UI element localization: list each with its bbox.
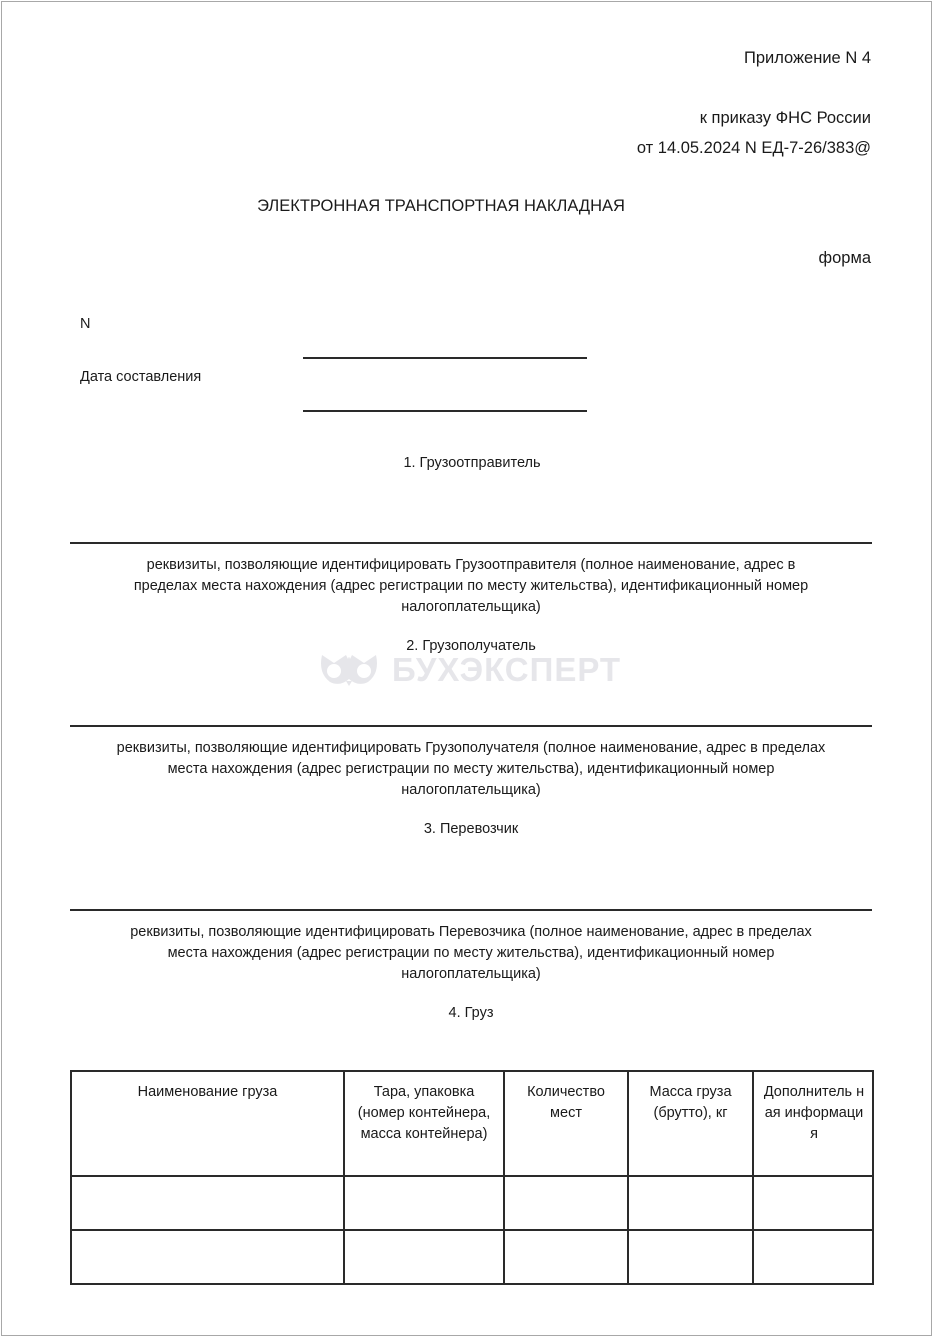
shipper-field-line[interactable]: [70, 542, 872, 544]
section-heading-shipper: [70, 455, 872, 471]
order-reference-line1: к приказу ФНС России: [699, 109, 871, 127]
table-cell[interactable]: [753, 1176, 873, 1230]
caption-line: налогоплательщика): [401, 599, 541, 615]
shipper-caption: [70, 555, 872, 618]
column-header-text: Количество мест: [527, 1084, 605, 1121]
caption-line: места нахождения (адрес регистрации по месту жительства), идентификационный номер: [167, 945, 775, 961]
watermark: [318, 650, 621, 690]
table-header-row: [71, 1071, 873, 1176]
date-label: Дата составления: [80, 369, 202, 385]
section-heading-text: 2. Грузополучатель: [406, 638, 536, 654]
table-row: [71, 1176, 873, 1230]
carrier-caption: [70, 922, 872, 985]
table-cell[interactable]: [344, 1230, 504, 1284]
table-cell[interactable]: [628, 1230, 753, 1284]
table-cell[interactable]: [344, 1176, 504, 1230]
caption-line: места нахождения (адрес регистрации по месту жительства), идентификационный номер: [167, 761, 775, 777]
document-title: [70, 197, 872, 216]
column-header-text: Масса груза (брутто), кг: [649, 1084, 732, 1121]
consignee-field-line[interactable]: [70, 725, 872, 727]
carrier-field-line[interactable]: [70, 909, 872, 911]
caption-line: реквизиты, позволяющие идентифицировать Грузоотправителя (полное наименование, адрес в: [146, 557, 796, 573]
column-header-text: Дополнитель ная информация: [763, 1084, 865, 1142]
table-cell[interactable]: [504, 1176, 628, 1230]
table-cell[interactable]: [628, 1176, 753, 1230]
document-title-text: ЭЛЕКТРОННАЯ ТРАНСПОРТНАЯ НАКЛАДНАЯ: [257, 197, 625, 215]
caption-line: пределах места нахождения (адрес регистрации по месту жительства), идентификационный номер: [133, 578, 809, 594]
column-header-text: Наименование груза: [137, 1084, 278, 1100]
cargo-table: [70, 1070, 874, 1285]
caption-line: налогоплательщика): [401, 966, 541, 982]
order-reference-line2: от 14.05.2024 N ЕД-7-26/383@: [636, 139, 871, 157]
caption-line: налогоплательщика): [401, 782, 541, 798]
column-header-gross-weight: [628, 1071, 753, 1176]
caption-line: реквизиты, позволяющие идентифицировать Грузополучателя (полное наименование, адрес в пределах: [116, 740, 826, 756]
section-heading-text: 4. Груз: [448, 1005, 494, 1021]
column-header-packaging: [344, 1071, 504, 1176]
column-header-places-count: [504, 1071, 628, 1176]
column-header-text: Тара, упаковка (номер контейнера, масса контейнера): [357, 1084, 491, 1142]
owl-logo-icon: [318, 653, 380, 687]
appendix-label: Приложение N 4: [743, 49, 871, 67]
date-field-line[interactable]: [303, 410, 587, 412]
number-label: N: [80, 316, 91, 332]
consignee-caption: [70, 738, 872, 801]
number-field-line[interactable]: [303, 357, 587, 359]
column-header-cargo-name: [71, 1071, 344, 1176]
section-heading-cargo: [70, 1005, 872, 1021]
table-cell[interactable]: [71, 1230, 344, 1284]
section-heading-text: 1. Грузоотправитель: [403, 455, 541, 471]
caption-line: реквизиты, позволяющие идентифицировать Перевозчика (полное наименование, адрес в пределах: [130, 924, 812, 940]
table-cell[interactable]: [71, 1176, 344, 1230]
watermark-text: БУХЭКСПЕРТ: [392, 651, 622, 688]
section-heading-carrier: [70, 821, 872, 837]
column-header-additional-info: [753, 1071, 873, 1176]
table-row: [71, 1230, 873, 1284]
table-cell[interactable]: [504, 1230, 628, 1284]
table-cell[interactable]: [753, 1230, 873, 1284]
form-label: форма: [818, 249, 871, 267]
section-heading-text: 3. Перевозчик: [423, 821, 519, 837]
